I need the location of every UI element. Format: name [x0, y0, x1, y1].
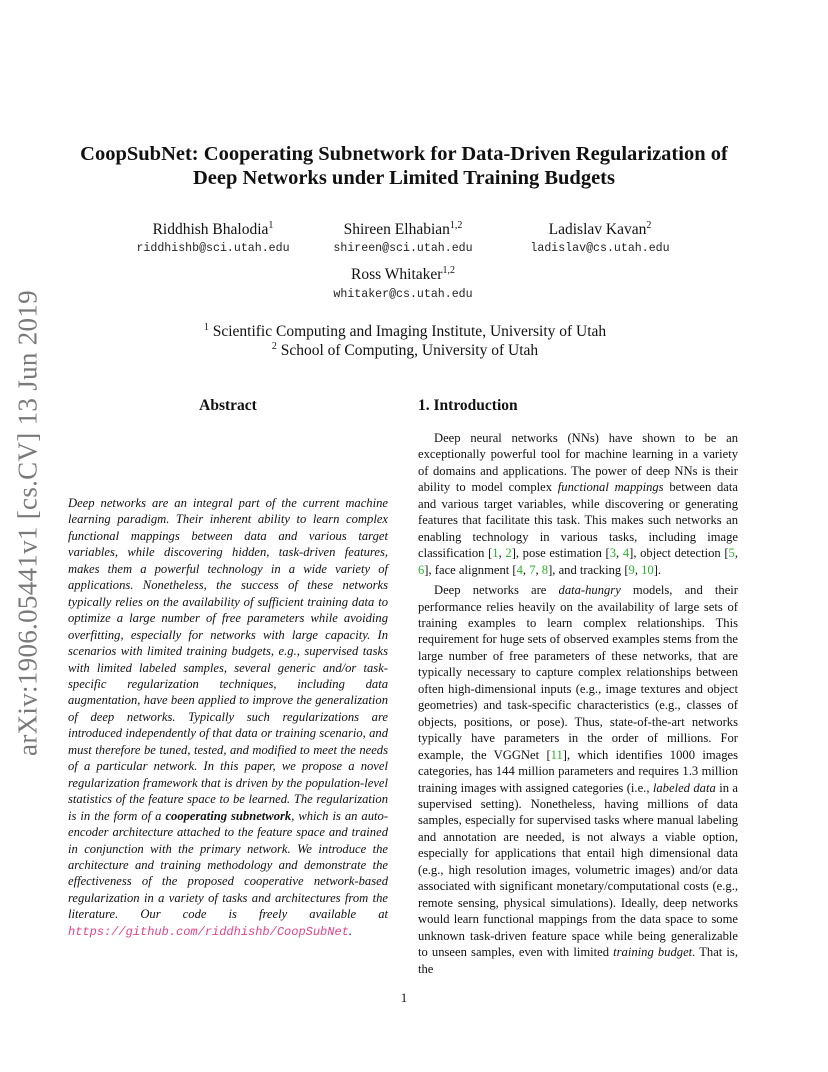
citation-link[interactable]: 10 [641, 562, 654, 577]
page-number: 1 [400, 990, 408, 1005]
abstract-body: Deep networks are an integral part of the current machine learning paradigm. Their inherent ability to learn complex functional mappings between data and various target variables, while discovering hidden, task-driven features, makes them a powerful technology in a wide variety of applications. Nonetheless, the success of these networks typically relies on the availability of sufficient training data to optimize a large number of free parameters while avoiding overfitting, especially for networks with large capacity. In scenarios with limited training budgets, e.g., supervised tasks with limited labeled samples, several generic and/or task-specific regularization techniques, including data augmentation, have been applied to improve the generalization of deep networks. Typically such regularizations are introduced independently of that data or training scenario, and must therefore be tuned, tested, and modified to meet the needs of a particular network. In this paper, we propose a novel regularization framework that is driven by the population-level statistics of the feature space to be learned. The regularization is in the form of a cooperating subnetwork, which is an auto-encoder architecture attached to the feature space and trained in conjunction with the primary network. We introduce the architecture and training methodology and demonstrate the effectiveness of the proposed cooperative network-based regularization in a variety of tasks and architectures from the literature. Our code is freely available at https://github.com/riddhishb/CoopSubNet. [68, 496, 389, 939]
citation-link[interactable]: 8 [541, 562, 549, 577]
author-name: Shireen Elhabian$^{1,2}$ [343, 220, 463, 239]
author-email[interactable]: shireen@sci.utah.edu [333, 242, 473, 255]
arxiv-stamp [8, 288, 48, 758]
citation-link[interactable]: 3 [609, 546, 617, 561]
abstract-heading: Abstract [199, 397, 257, 414]
citation-link[interactable]: 5 [728, 546, 735, 561]
affiliation: $^1$ Scientific Computing and Imaging Institute, University of Utah [203, 322, 607, 341]
author-email[interactable]: ladislav@cs.utah.edu [530, 242, 670, 255]
author-name: Ladislav Kavan$^2$ [548, 220, 652, 239]
code-link[interactable]: https://github.com/riddhishb/CoopSubNet [68, 924, 349, 939]
citation-link[interactable]: 6 [418, 562, 425, 577]
abstract-bold-term: cooperating subnetwork [165, 808, 292, 823]
arxiv-stamp-text: arXiv:1906.05441v1 [cs.CV] 13 Jun 2019 [12, 290, 43, 756]
author-email[interactable]: riddhishb@sci.utah.edu [136, 242, 290, 255]
affiliation: $^2$ School of Computing, University of Utah [271, 341, 539, 360]
author-email[interactable]: whitaker@cs.utah.edu [333, 288, 473, 301]
section-heading: 1. Introduction [418, 397, 518, 414]
citation-link[interactable]: 9 [628, 562, 635, 577]
citation-link[interactable]: 7 [529, 562, 536, 577]
citation-link[interactable]: 2 [505, 546, 512, 561]
introduction-body [418, 430, 738, 977]
citation-link[interactable]: 1 [492, 546, 499, 561]
citation-link[interactable]: 4 [622, 546, 630, 561]
paragraph: Deep neural networks (NNs) have shown to be an exceptionally powerful tool for machine learning in a variety of domains and applications. The power of deep NNs is their ability to model complex functional mappings between data and various target variables, while discovering or generating features that facilitate this task. This makes such networks an enabling technology in various tasks, including image classification [1, 2], pose estimation [3, 4], object detection [5, 6], face alignment [4, 7, 8], and tracking [9, 10]. [418, 431, 738, 577]
citation-link[interactable]: 11 [550, 747, 563, 762]
citation-link[interactable]: 4 [516, 562, 523, 577]
author-name: Riddhish Bhalodia$^1$ [152, 220, 274, 239]
paper-title: CoopSubNet: Cooperating Subnetwork for Data-Driven Regularization of Deep Networks under Limited Training Budgets [80, 143, 728, 189]
paragraph: Deep networks are data-hungry models, and their performance relies heavily on the availability of large sets of training examples to learn complex relationships. This requirement for huge sets of observed examples stems from the large number of free parameters of these networks, that are typically necessary to capture complex relationships between often high-dimensional inputs (e.g., image textures and object geometries) and task-specific characteristics (e.g., classes of objects, positions, or pose). Thus, state-of-the-art networks typically have parameters in the order of millions. For example, the VGGNet [11], which identifies 1000 images categories, has 144 million parameters and requires 1.3 million training images with assigned categories (i.e., labeled data in a supervised setting). Nonetheless, having millions of data samples, especially for supervised tasks where manual labeling and annotation are needed, is not always a viable option, especially for applications that entail high dimensional data (e.g., high resolution images, volumetric images) and/or data associated with significant monetary/computational costs (e.g., remote sensing, physical simulations). Ideally, deep networks would learn functional mappings from the data space to some unknown task-driven feature space while being generalizable to unseen samples, even with limited training budget. That is, the [418, 583, 739, 976]
author-name: Ross Whitaker$^{1,2}$ [351, 265, 455, 284]
